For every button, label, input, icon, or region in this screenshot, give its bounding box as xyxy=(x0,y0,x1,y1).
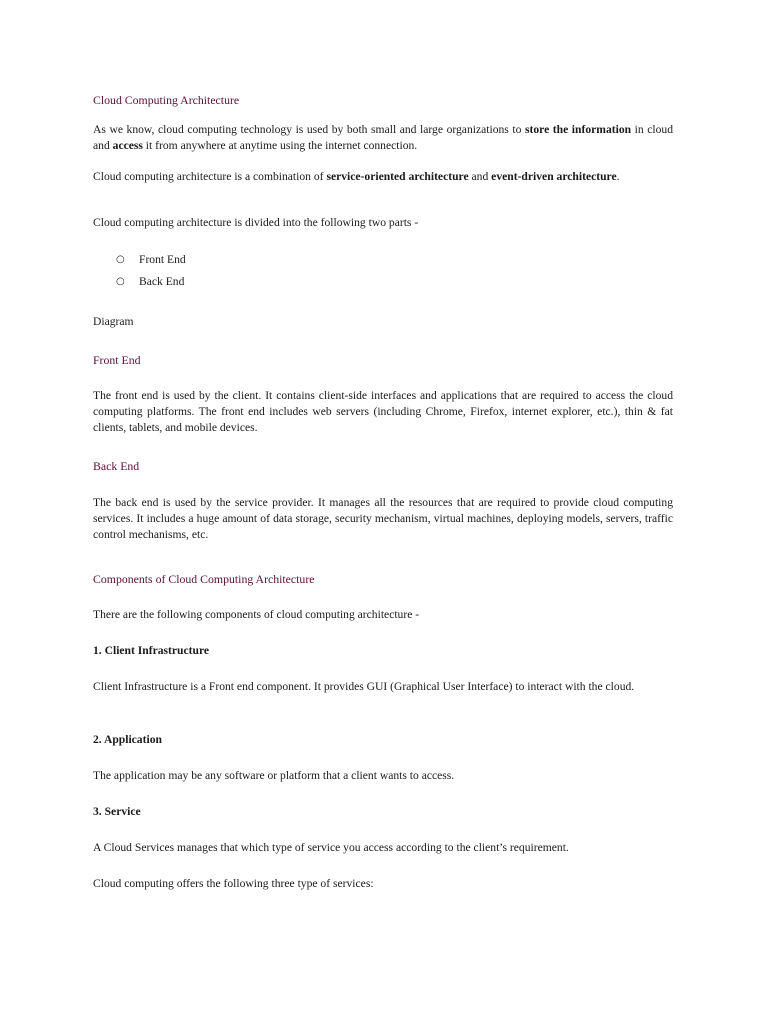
list-item-back-end xyxy=(116,274,516,290)
intro-bold-store: store the information xyxy=(524,123,632,136)
intro-text: Cloud computing architecture is a combination of xyxy=(93,170,327,183)
components-heading: Components of Cloud Computing Architecture xyxy=(93,572,315,586)
client-infrastructure-title: 1. Client Infrastructure xyxy=(93,644,210,657)
intro-paragraph-3: Cloud computing architecture is divided into the following two parts - xyxy=(93,216,419,229)
intro-paragraph-1 xyxy=(93,122,673,154)
intro-text: As we know, cloud computing technology is used by both small and large organizations to xyxy=(93,123,525,136)
circle-bullet-icon: ○ xyxy=(116,276,125,287)
intro-paragraph-2 xyxy=(93,169,673,185)
application-title: 2. Application xyxy=(93,733,162,746)
intro-bold-soa: service-oriented architecture xyxy=(326,170,469,183)
front-end-paragraph: The front end is used by the client. It contains client-side interfaces and applications that are required to access the cloud computing platforms. The front end includes web servers (including Chrome, Firefox, internet explorer, etc.), thin & fat clients, tablets, and mobile devices. xyxy=(93,389,673,434)
circle-bullet-icon: ○ xyxy=(116,254,125,265)
intro-bold-eda: event-driven architecture xyxy=(491,170,617,183)
list-item-label: Back End xyxy=(139,275,185,288)
list-item-front-end xyxy=(116,252,516,268)
components-intro: There are the following components of cloud computing architecture - xyxy=(93,608,420,621)
list-item-label: Front End xyxy=(139,253,186,266)
back-end-paragraph: The back end is used by the service provider. It manages all the resources that are required to provide cloud computing services. It includes a huge amount of data storage, security mechanism, virtual machines, deploying models, servers, traffic control mechanisms, etc. xyxy=(93,496,673,541)
front-end-heading: Front End xyxy=(93,353,141,367)
intro-text: . xyxy=(616,170,620,183)
application-text: The application may be any software or platform that a client wants to access. xyxy=(93,769,455,782)
diagram-label: Diagram xyxy=(93,315,134,328)
page-title: Cloud Computing Architecture xyxy=(93,93,240,107)
intro-text: and xyxy=(468,170,492,183)
service-text: A Cloud Services manages that which type of service you access according to the client’s requirement. xyxy=(93,841,569,854)
intro-bold-access: access xyxy=(112,139,143,152)
service-title: 3. Service xyxy=(93,805,141,818)
back-end-heading: Back End xyxy=(93,459,140,473)
intro-text: in cloud and xyxy=(93,123,673,152)
service-types-intro: Cloud computing offers the following three type of services: xyxy=(93,877,374,890)
client-infrastructure-text: Client Infrastructure is a Front end component. It provides GUI (Graphical User Interface) to interact with the cloud. xyxy=(93,680,635,693)
intro-text: it from anywhere at anytime using the internet connection. xyxy=(142,139,418,152)
